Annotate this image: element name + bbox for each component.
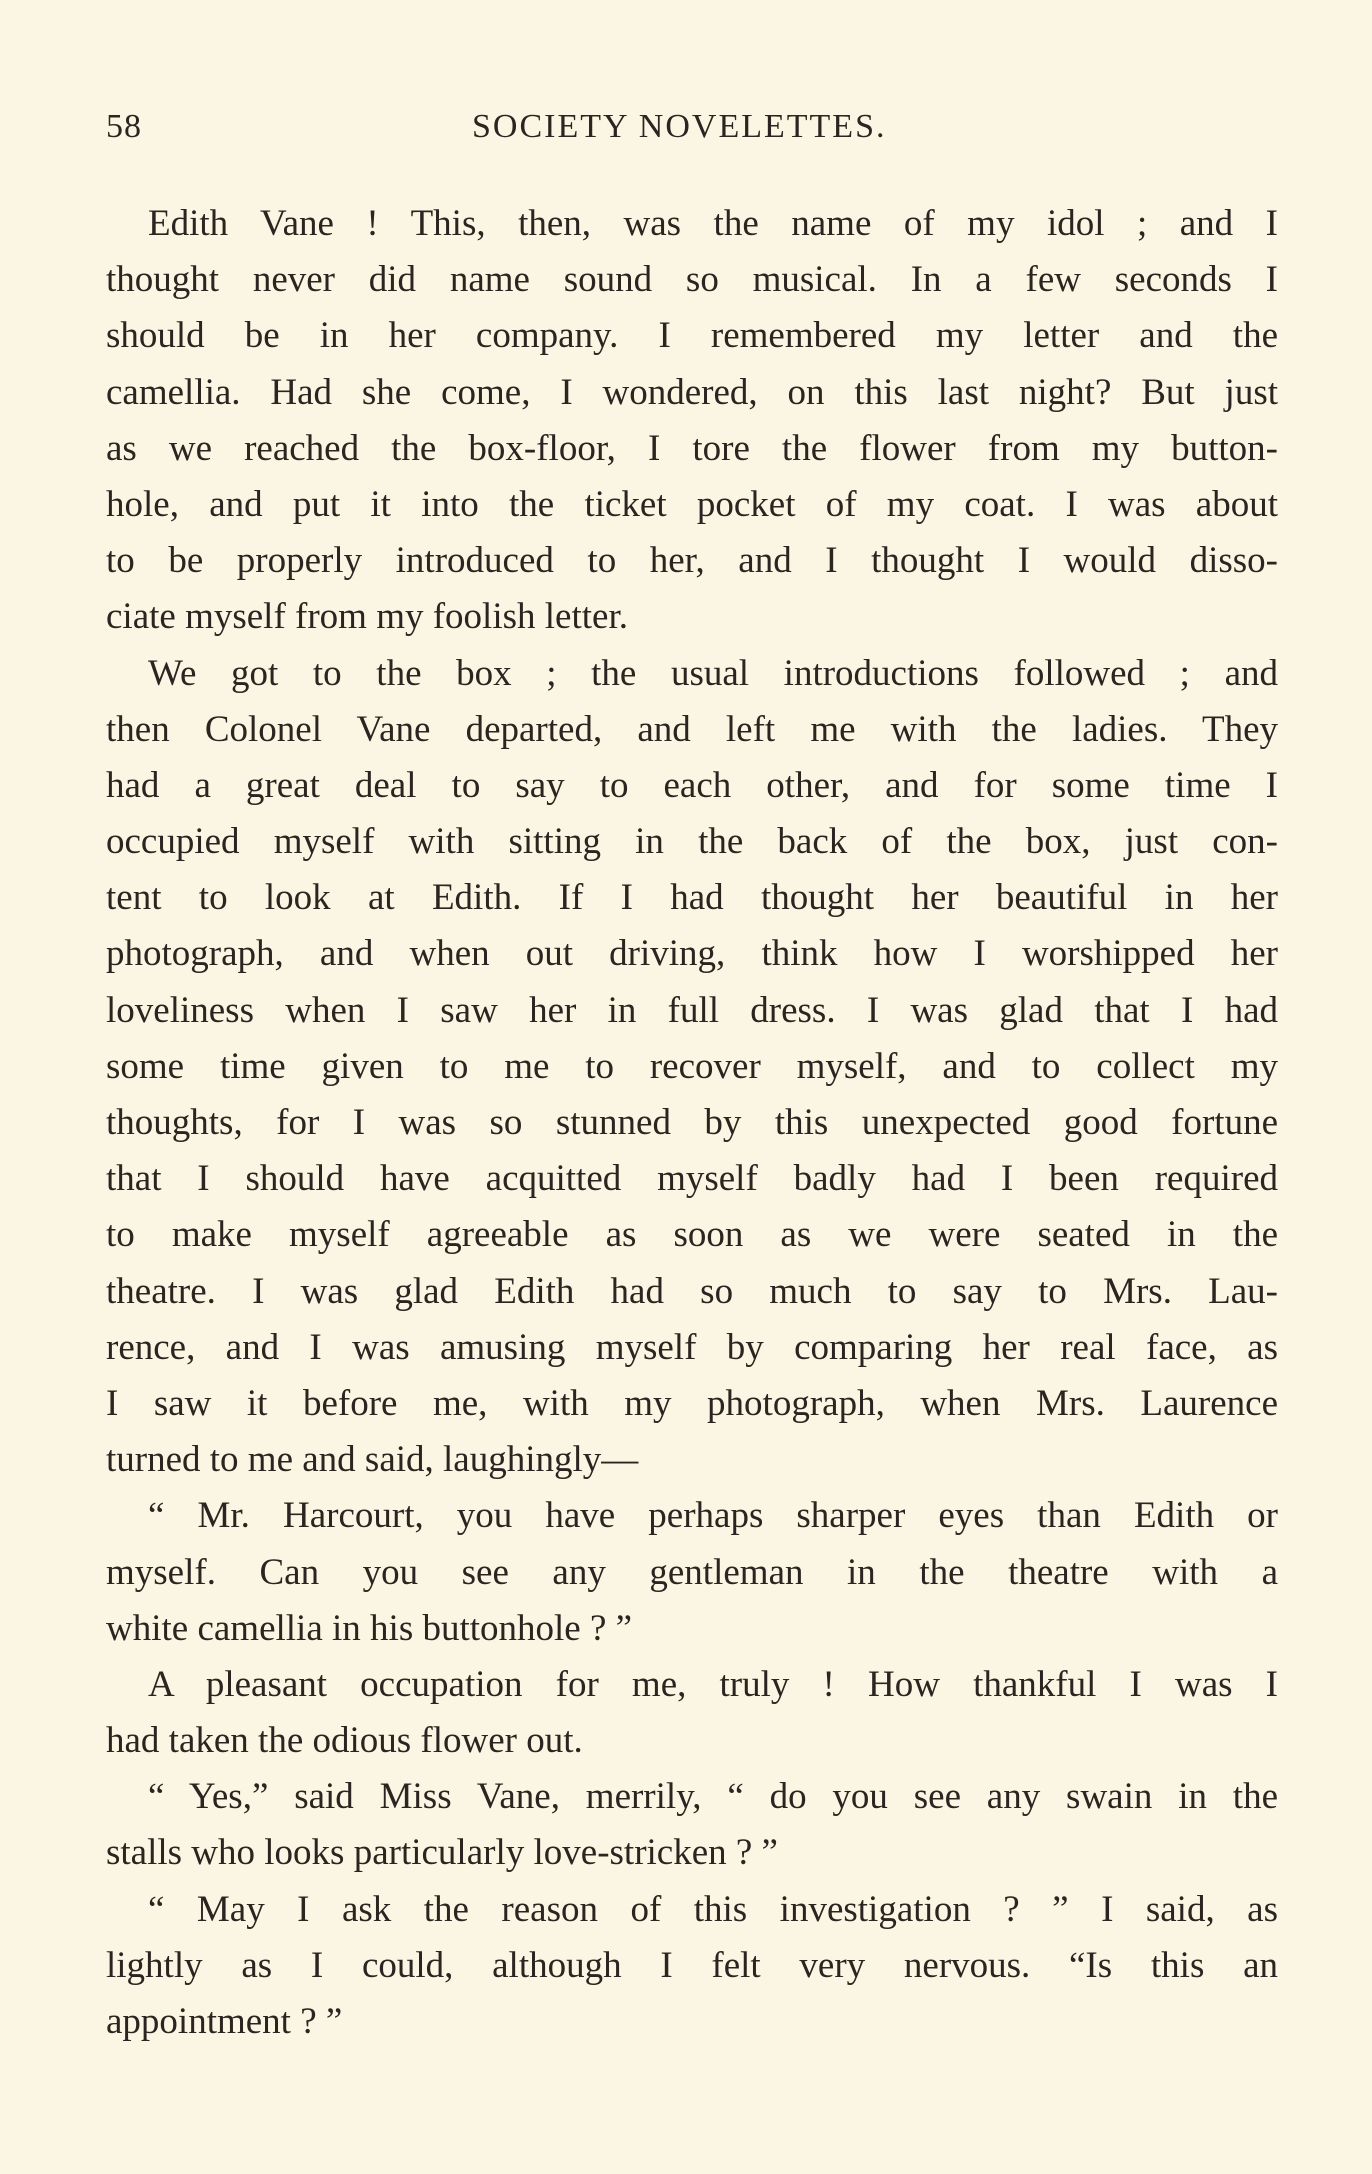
text-line: as we reached the box-floor, I tore the flower from my button- [106,427,1278,469]
running-head [106,108,1278,152]
text-line: rence, and I was amusing myself by comparing her real face, as [106,1326,1278,1368]
text-line: turned to me and said, laughingly— [106,1439,639,1481]
text-line: had taken the odious flower out. [106,1720,583,1762]
text-line: some time given to me to recover myself, and to collect my [106,1045,1278,1087]
text-line: that I should have acquitted myself badly had I been required [106,1158,1278,1200]
text-line: thought never did name sound so musical. In a few seconds I [106,259,1278,301]
text-line: then Colonel Vane departed, and left me with the ladies. They [106,708,1278,750]
text-line: “ Mr. Harcourt, you have perhaps sharper eyes than Edith or [148,1495,1278,1537]
text-line: We got to the box ; the usual introductions followed ; and [148,652,1278,694]
text-line: occupied myself with sitting in the back of the box, just con- [106,821,1278,863]
text-line: had a great deal to say to each other, and for some time I [106,764,1278,806]
text-line: A pleasant occupation for me, truly ! How thankful I was I [148,1663,1278,1705]
text-line: to be properly introduced to her, and I thought I would disso- [106,540,1278,582]
running-title: SOCIETY NOVELETTES. [472,108,887,145]
text-line: “ May I ask the reason of this investigation ? ” I said, as [148,1888,1278,1930]
text-line: “ Yes,” said Miss Vane, merrily, “ do you see any swain in the [148,1776,1278,1818]
text-line: tent to look at Edith. If I had thought her beautiful in her [106,877,1278,919]
text-line: ciate myself from my foolish letter. [106,596,628,638]
page-number: 58 [106,108,142,145]
text-line: appointment ? ” [106,2001,343,2042]
text-line: camellia. Had she come, I wondered, on this last night? But just [106,371,1278,413]
text-line: theatre. I was glad Edith had so much to say to Mrs. Lau- [106,1270,1278,1312]
text-line: I saw it before me, with my photograph, when Mrs. Laurence [106,1382,1278,1424]
text-line: thoughts, for I was so stunned by this unexpected good fortune [106,1102,1278,1143]
text-line: myself. Can you see any gentleman in the theatre with a [106,1551,1278,1593]
text-line: hole, and put it into the ticket pocket of my coat. I was about [106,483,1278,525]
text-line: photograph, and when out driving, think how I worshipped her [106,933,1278,975]
text-line: lightly as I could, although I felt very nervous. “Is this an [106,1944,1278,1986]
text-line: white camellia in his buttonhole ? ” [106,1607,633,1649]
text-line: Edith Vane ! This, then, was the name of my idol ; and I [148,203,1278,244]
text-line: stalls who looks particularly love-stricken ? ” [106,1832,778,1874]
text-line: should be in her company. I remembered my letter and the [106,315,1278,357]
text-line: loveliness when I saw her in full dress. I was glad that I had [106,989,1278,1031]
text-line: to make myself agreeable as soon as we were seated in the [106,1214,1278,1256]
body-text [106,196,1278,2050]
